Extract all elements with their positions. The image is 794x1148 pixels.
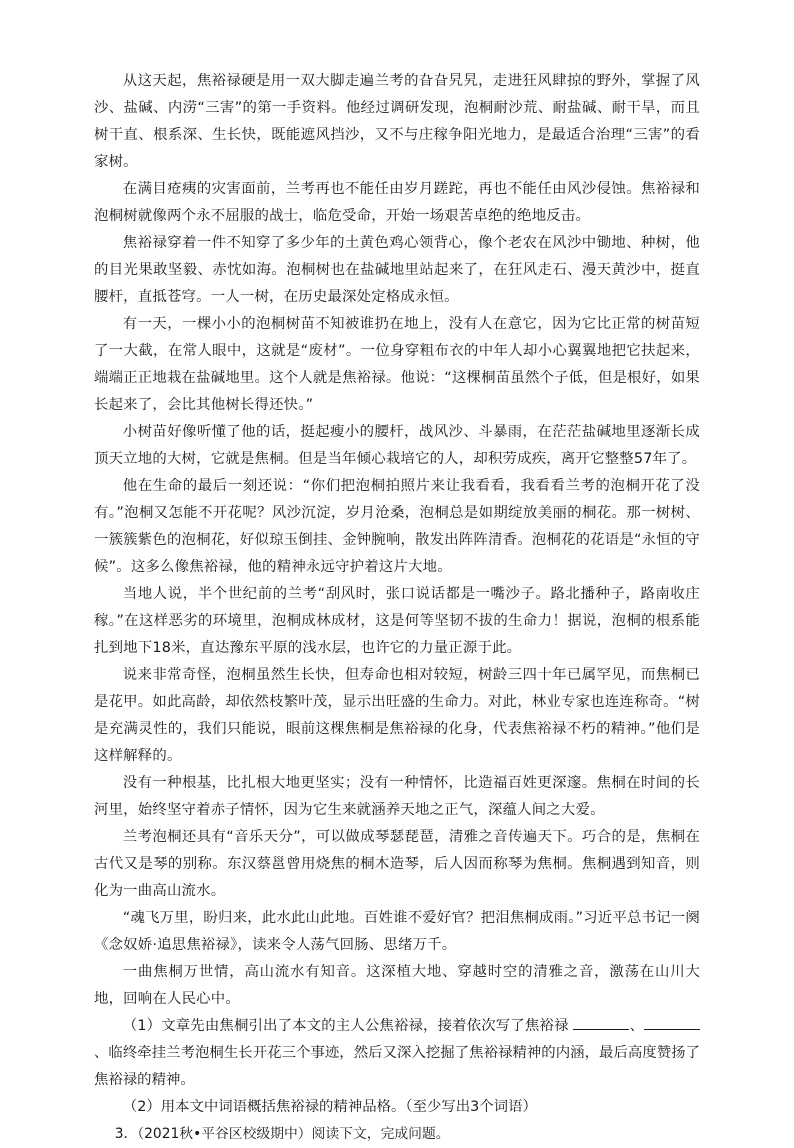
paragraph-11: “魂飞万里，盼归来，此水此山此地。百姓谁不爱好官？把泪焦桐成雨。”习近平总书记一阕《念奴娇·追思焦裕禄》，读来令人荡气回肠、思绪万千。: [94, 910, 700, 953]
paragraph-2: 在满目疮痍的灾害面前，兰考再也不能任由岁月蹉跎，再也不能任由风沙侵蚀。焦裕禄和泡桐树就像两个永不屈服的战士，临危受命，开始一场艰苦卓绝的绝地反击。: [94, 181, 700, 224]
question-3-heading: 3．（2021秋•平谷区校级期中）阅读下文，完成问题。: [114, 1126, 450, 1142]
answer-blank-2[interactable]: [644, 1015, 700, 1030]
question-2: （2）用本文中词语概括焦裕禄的精神品格。（至少写出3个词语）: [122, 1099, 537, 1115]
paragraph-3: 焦裕禄穿着一件不知穿了多少年的土黄色鸡心领背心，像个老农在风沙中锄地、种树，他的目光果敢坚毅、赤忱如海。泡桐树也在盐碱地里站起来了，在狂风走石、漫天黄沙中，挺直腰杆，直抵苍穹。一人一树，在历史最深处定格成永恒。: [94, 235, 700, 305]
question-1: [94, 1013, 700, 1094]
paragraph-10: 兰考泡桐还具有“音乐天分”，可以做成琴瑟琵琶，清雅之音传遍天下。巧合的是，焦桐在古代又是琴的别称。东汉蔡邕曾用烧焦的桐木造琴，后人因而称琴为焦桐。焦桐遇到知音，则化为一曲高山流水。: [94, 829, 700, 899]
answer-blank-1[interactable]: [573, 1015, 629, 1030]
paragraph-1: 从这天起，焦裕禄硬是用一双大脚走遍兰考的旮旮旯旯，走进狂风肆掠的野外，掌握了风沙、盐碱、内涝“三害”的第一手资料。他经过调研发现，泡桐耐沙荒、耐盐碱、耐干旱，而且树干直、根系深、生长快，既能遮风挡沙，又不与庄稼争阳光地力，是最适合治理“三害”的看家树。: [94, 73, 700, 170]
paragraph-8: 说来非常奇怪，泡桐虽然生长快，但寿命也相对较短，树龄三四十年已属罕见，而焦桐已是花甲。如此高龄，却依然枝繁叶茂，显示出旺盛的生命力。对此，林业专家也连连称奇。“树是充满灵性的，我们只能说，眼前这棵焦桐是焦裕禄的化身，代表焦裕禄不朽的精神。”他们是这样解释的。: [94, 667, 700, 764]
paragraph-9: 没有一种根基，比扎根大地更坚实；没有一种情怀，比造福百姓更深邃。焦桐在时间的长河里，始终坚守着赤子情怀，因为它生来就涵养天地之正气，深蕴人间之大爱。: [94, 775, 700, 818]
paragraph-12: 一曲焦桐万世情，高山流水有知音。这深植大地、穿越时空的清雅之音，激荡在山川大地，回响在人民心中。: [94, 964, 700, 1007]
paragraph-6: 他在生命的最后一刻还说：“你们把泡桐拍照片来让我看看，我看看兰考的泡桐开花了没有。”泡桐又怎能不开花呢？风沙沉淀，岁月沧桑，泡桐总是如期绽放美丽的桐花。那一树树、一簇簇紫色的泡桐花，好似琼玉倒挂、金钟腕响，散发出阵阵清香。泡桐花的花语是“永恒的守候”。这多么像焦裕禄，他的精神永远守护着这片大地。: [94, 478, 700, 575]
question-1-prefix: （1）文章先由焦桐引出了本文的主人公焦裕禄，接着依次写了焦裕禄: [122, 1018, 569, 1034]
paragraph-7: 当地人说，半个世纪前的兰考“刮风时，张口说话都是一嘴沙子。路北播种子，路南收庄稼。”在这样恶劣的环境里，泡桐成林成材，这是何等坚韧不拔的生命力！据说，泡桐的根系能扎到地下18米，直达豫东平原的浅水层，也许它的力量正源于此。: [94, 586, 700, 656]
question-1-separator: 、: [629, 1018, 644, 1034]
question-1-suffix: 、临终牵挂兰考泡桐生长开花三个事迹，然后又深入挖掘了焦裕禄精神的内涵，最后高度赞扬了焦裕禄的精神。: [94, 1045, 700, 1088]
paragraph-5: 小树苗好像听懂了他的话，挺起瘦小的腰杆，战风沙、斗暴雨，在茫茫盐碱地里逐渐长成顶天立地的大树，它就是焦桐。但是当年倾心栽培它的人，却积劳成疾，离开它整整57年了。: [94, 424, 700, 467]
paragraph-4: 有一天，一棵小小的泡桐树苗不知被谁扔在地上，没有人在意它，因为它比正常的树苗短了一大截，在常人眼中，这就是“废材”。一位身穿粗布衣的中年人却小心翼翼地把它扶起来，端端正正地栽在盐碱地里。这个人就是焦裕禄。他说：“这棵桐苗虽然个子低，但是根好，如果长起来了，会比其他树长得还快。”: [94, 316, 700, 413]
